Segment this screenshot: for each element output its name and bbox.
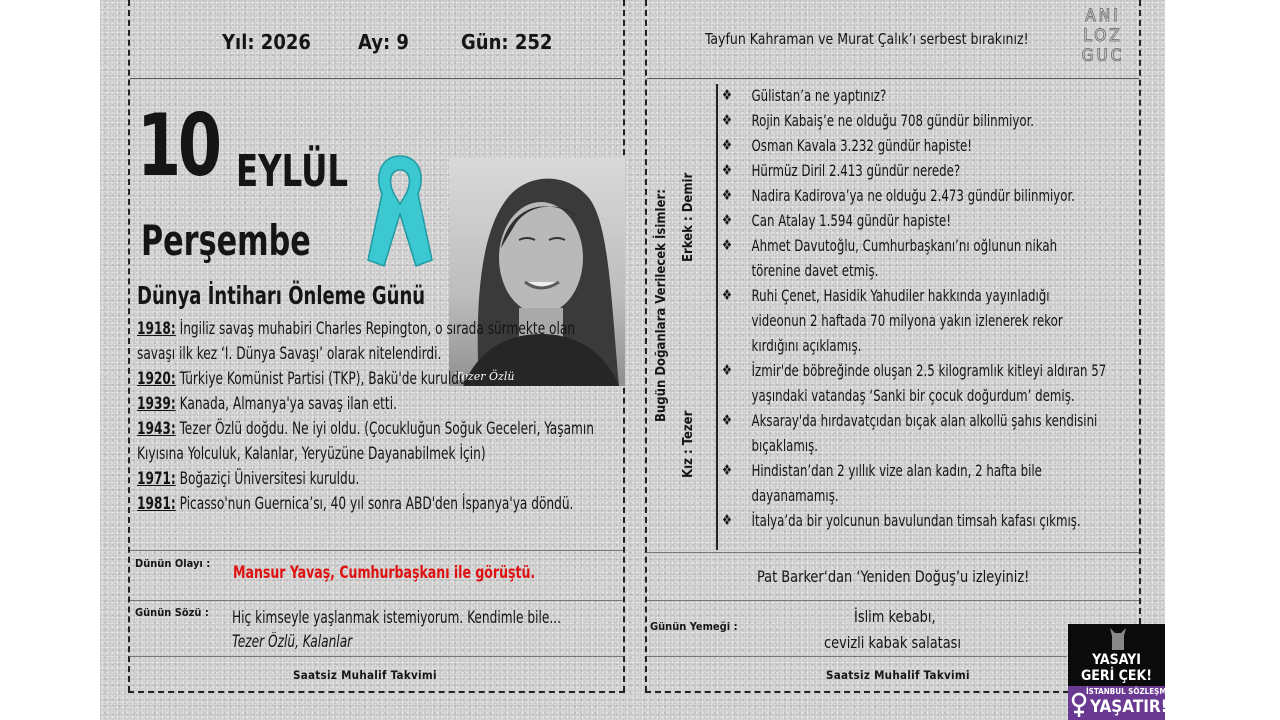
divider xyxy=(647,552,1139,553)
header-divider-left xyxy=(130,78,623,79)
event-label: Dünün Olayı : xyxy=(135,557,211,570)
four-diamond-bullet-icon: ❖ xyxy=(722,361,732,379)
history-item xyxy=(137,491,613,516)
news-item xyxy=(722,358,1107,408)
news-item xyxy=(722,458,1107,508)
news-text: Rojin Kabaiş’e ne olduğu 708 gündür bilinmiyor. xyxy=(751,111,1034,130)
right-bottom-border xyxy=(645,691,1069,693)
divider xyxy=(130,600,623,601)
four-diamond-bullet-icon: ❖ xyxy=(722,111,732,129)
logo-line: LOZ xyxy=(1083,26,1123,46)
divider xyxy=(647,600,1139,601)
event-text: Mansur Yavaş, Cumhurbaşkanı ile görüştü. xyxy=(233,563,536,583)
four-diamond-bullet-icon: ❖ xyxy=(722,286,732,304)
quote-label: Günün Sözü : xyxy=(135,606,209,619)
news-item xyxy=(722,133,1107,158)
logo-line: ANI xyxy=(1085,6,1121,26)
news-item xyxy=(722,508,1107,533)
news-item xyxy=(722,183,1107,208)
news-text: Ahmet Davutoğlu, Cumhurbaşkanı’nı oğlunun nikah törenine davet etmiş. xyxy=(751,236,1058,280)
news-list xyxy=(722,83,1107,533)
four-diamond-bullet-icon: ❖ xyxy=(722,136,732,154)
four-diamond-bullet-icon: ❖ xyxy=(722,186,732,204)
left-border xyxy=(128,0,130,692)
history-year: 1981: xyxy=(137,494,176,513)
female-symbol-icon xyxy=(1071,692,1087,718)
news-item xyxy=(722,108,1107,133)
history-list xyxy=(137,316,613,516)
header-divider-right xyxy=(647,78,1139,79)
four-diamond-bullet-icon: ❖ xyxy=(722,86,732,104)
four-diamond-bullet-icon: ❖ xyxy=(722,236,732,254)
history-year: 1918: xyxy=(137,319,176,338)
four-diamond-bullet-icon: ❖ xyxy=(722,511,732,529)
history-text: Kanada, Almanya'ya savaş ilan etti. xyxy=(175,394,397,413)
male-name: Erkek : Demir xyxy=(681,172,696,262)
history-item xyxy=(137,366,613,391)
month-label: Ay: 9 xyxy=(358,30,409,54)
badge-line-3: İSTANBUL SÖZLEŞMESİ xyxy=(1086,687,1180,696)
news-text: Hürmüz Diril 2.413 gündür nerede? xyxy=(751,161,961,180)
history-item xyxy=(137,466,613,491)
news-text: Ruhi Çenet, Hasidik Yahudiler hakkında yayınladığı videonun 2 haftada 70 milyona yakın izlenerek rekor kırdığını açıklamış. xyxy=(751,286,1063,355)
quote-author: Tezer Özlü, Kalanlar xyxy=(232,632,353,651)
news-text: Nadira Kadirova’ya ne olduğu 2.473 gündür bilinmiyor. xyxy=(751,186,1075,205)
four-diamond-bullet-icon: ❖ xyxy=(722,411,732,429)
weekday: Perşembe xyxy=(141,216,311,265)
news-item xyxy=(722,233,1107,283)
history-year: 1971: xyxy=(137,469,176,488)
history-item xyxy=(137,416,613,466)
names-divider xyxy=(716,84,718,550)
history-item xyxy=(137,316,613,366)
news-item xyxy=(722,208,1107,233)
photo-caption: Tezer Özlü xyxy=(455,370,515,383)
food-line-2: cevizli kabak salatası xyxy=(824,633,962,652)
divider xyxy=(130,656,623,657)
news-text: Hindistan’dan 2 yıllık vize alan kadın, 2 hafta bile dayanamamış. xyxy=(751,461,1042,505)
food-line-1: İslim kebabı, xyxy=(854,607,936,626)
recommendation: Pat Barker‘dan ‘Yeniden Doğuş’u izleyiniz! xyxy=(757,567,1030,586)
month-name: EYLÜL xyxy=(236,146,349,197)
four-diamond-bullet-icon: ❖ xyxy=(722,461,732,479)
history-text: Türkiye Komünist Partisi (TKP), Bakü'de kuruldu. xyxy=(175,369,471,388)
news-item xyxy=(722,83,1107,108)
news-text: İzmir'de böbreğinde oluşan 2.5 kilogramlık kitleyi aldıran 57 yaşındaki vatandaş ‘Sanki bir çocuk doğurdum’ demiş. xyxy=(751,361,1107,405)
divider xyxy=(130,550,623,551)
news-text: Aksaray'da hırdavatçıdan bıçak alan alkollü şahıs kendisini bıçaklamış. xyxy=(751,411,1098,455)
names-title: Bugün Doğanlara Verilecek İsimler: xyxy=(654,189,669,422)
news-text: İtalya’da bir yolcunun bavulundan timsah kafası çıkmış. xyxy=(751,511,1081,530)
history-year: 1943: xyxy=(137,419,176,438)
day-title: Dünya İntiharı Önleme Günü xyxy=(137,281,426,310)
badge-line-4: YAŞATIR! xyxy=(1090,697,1168,717)
release-call: Tayfun Kahraman ve Murat Çalık’ı serbest bırakınız! xyxy=(705,30,1029,48)
four-diamond-bullet-icon: ❖ xyxy=(722,211,732,229)
history-text: Boğaziçi Üniversitesi kuruldu. xyxy=(175,469,360,488)
history-year: 1920: xyxy=(137,369,176,388)
news-text: Gülistan’a ne yaptınız? xyxy=(751,86,887,105)
right-column-left-border xyxy=(645,0,647,692)
four-diamond-bullet-icon: ❖ xyxy=(722,161,732,179)
news-item xyxy=(722,408,1107,458)
footer-left: Saatsiz Muhalif Takvimi xyxy=(293,668,437,682)
year-label: Yıl: 2026 xyxy=(222,30,311,54)
badge-line-1: YASAYI xyxy=(1092,652,1141,668)
right-border xyxy=(1139,0,1141,624)
day-number: 10 xyxy=(137,96,219,196)
cat-icon xyxy=(1108,626,1128,650)
food-label: Günün Yemeği : xyxy=(650,620,738,633)
history-item xyxy=(137,391,613,416)
news-item xyxy=(722,158,1107,183)
history-text: Tezer Özlü doğdu. Ne iyi oldu. (Çocukluğun Soğuk Geceleri, Yaşamın Kıyısına Yolculuk, Kalanlar, Yeryüzüne Dayanabilmek İçin) xyxy=(137,419,595,463)
awareness-ribbon-icon xyxy=(360,148,440,270)
female-name: Kız : Tezer xyxy=(681,410,696,478)
left-bottom-border xyxy=(128,691,625,693)
quote-text: Hiç kimseyle yaşlanmak istemiyorum. Kendimle bile... xyxy=(232,608,561,627)
history-text: Picasso'nun Guernica’sı, 40 yıl sonra ABD'den İspanya'ya döndü. xyxy=(175,494,574,513)
news-item xyxy=(722,283,1107,358)
news-text: Can Atalay 1.594 gündür hapiste! xyxy=(751,211,951,230)
history-text: İngiliz savaş muhabiri Charles Repington, o sırada sürmekte olan savaşı ilk kez ‘I. Dünya Savaşı’ olarak nitelendirdi. xyxy=(137,319,576,363)
logo-line: GUC xyxy=(1081,46,1125,66)
divider xyxy=(647,656,1067,657)
logo xyxy=(1079,6,1127,66)
campaign-badge xyxy=(1068,624,1180,720)
news-text: Osman Kavala 3.232 gündür hapiste! xyxy=(751,136,972,155)
badge-line-2: GERİ ÇEK! xyxy=(1080,668,1153,684)
history-year: 1939: xyxy=(137,394,176,413)
footer-right: Saatsiz Muhalif Takvimi xyxy=(826,668,970,682)
day-of-year-label: Gün: 252 xyxy=(461,30,553,54)
